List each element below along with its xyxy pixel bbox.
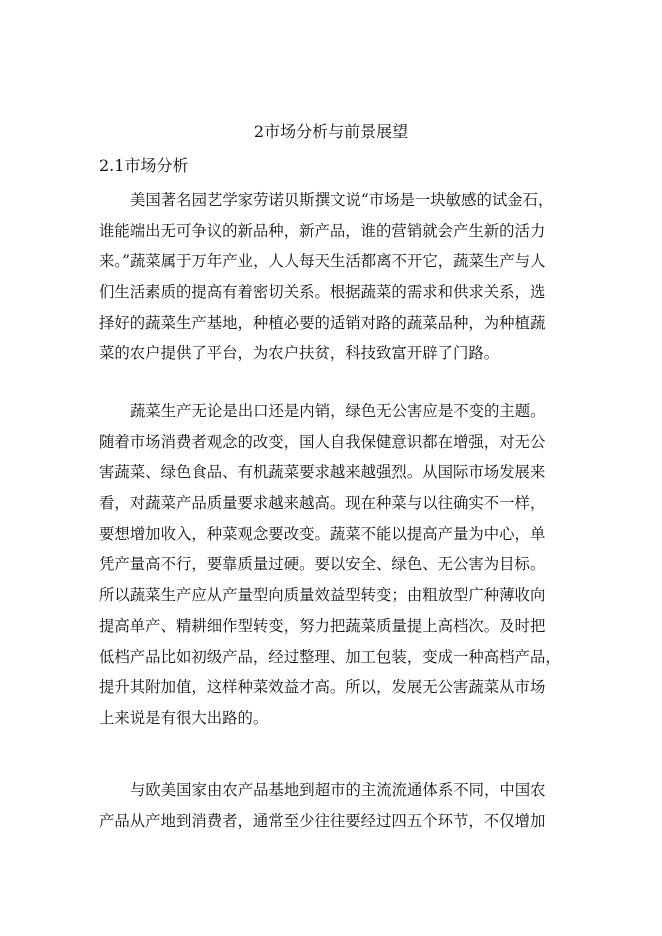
paragraph-line: 与欧美国家由农产品基地到超市的主流流通体系不同，中国农 bbox=[130, 781, 546, 799]
paragraph-line: 提升其附加值，这样种菜效益才高。所以，发展无公害蔬菜从市场 bbox=[99, 678, 546, 697]
paragraph-line: 要想增加收入，种菜观念要改变。蔬菜不能以提高产量为中心，单 bbox=[99, 524, 546, 543]
paragraph-line: 提高单产、精耕细作型转变，努力把蔬菜质量提上高档次。及时把 bbox=[99, 616, 546, 635]
paragraph-line: 低档产品比如初级产品，经过整理、加工包装，变成一种高档产品， bbox=[99, 647, 561, 666]
paragraph-line: 凭产量高不行，要靠质量过硬。要以安全、绿色、无公害为目标。 bbox=[99, 555, 546, 574]
section-heading: 2.1市场分析 bbox=[99, 156, 189, 175]
paragraph-line: 随着市场消费者观念的改变，国人自我保健意识都在增强，对无公 bbox=[99, 432, 546, 451]
paragraph-line: 美国著名园艺学家劳诺贝斯撰文说“市场是一块敏感的试金石， bbox=[130, 191, 554, 209]
paragraph-line: 产品从产地到消费者，通常至少往往要经过四五个环节，不仅增加 bbox=[99, 811, 546, 830]
paragraph-line: 所以蔬菜生产应从产量型向质量效益型转变；由粗放型广种薄收向 bbox=[99, 586, 546, 605]
paragraph-line: 上来说是有很大出路的。 bbox=[99, 708, 269, 727]
paragraph-3 bbox=[99, 775, 559, 836]
paragraph-line: 谁能端出无可争议的新品种，新产品，谁的营销就会产生新的活力 bbox=[99, 221, 546, 240]
paragraph-2 bbox=[99, 396, 559, 734]
paragraph-line: 菜的农户提供了平台，为农户扶贫，科技致富开辟了门路。 bbox=[99, 344, 500, 363]
chapter-title: 2市场分析与前景展望 bbox=[253, 122, 409, 141]
paragraph-line: 蔬菜生产无论是出口还是内销，绿色无公害应是不变的主题。 bbox=[130, 402, 546, 420]
paragraph-line: 来。”蔬菜属于万年产业，人人每天生活都离不开它，蔬菜生产与人 bbox=[99, 252, 546, 271]
paragraph-line: 择好的蔬菜生产基地，种植必要的适销对路的蔬菜品种，为种植蔬 bbox=[99, 313, 546, 332]
paragraph-line: 害蔬菜、绿色食品、有机蔬菜要求越来越强烈。从国际市场发展来 bbox=[99, 463, 546, 482]
paragraph-line: 们生活素质的提高有着密切关系。根据蔬菜的需求和供求关系，选 bbox=[99, 283, 546, 302]
paragraph-line: 看，对蔬菜产品质量要求越来越高。现在种菜与以往确实不一样， bbox=[99, 494, 546, 513]
paragraph-1 bbox=[99, 185, 559, 369]
